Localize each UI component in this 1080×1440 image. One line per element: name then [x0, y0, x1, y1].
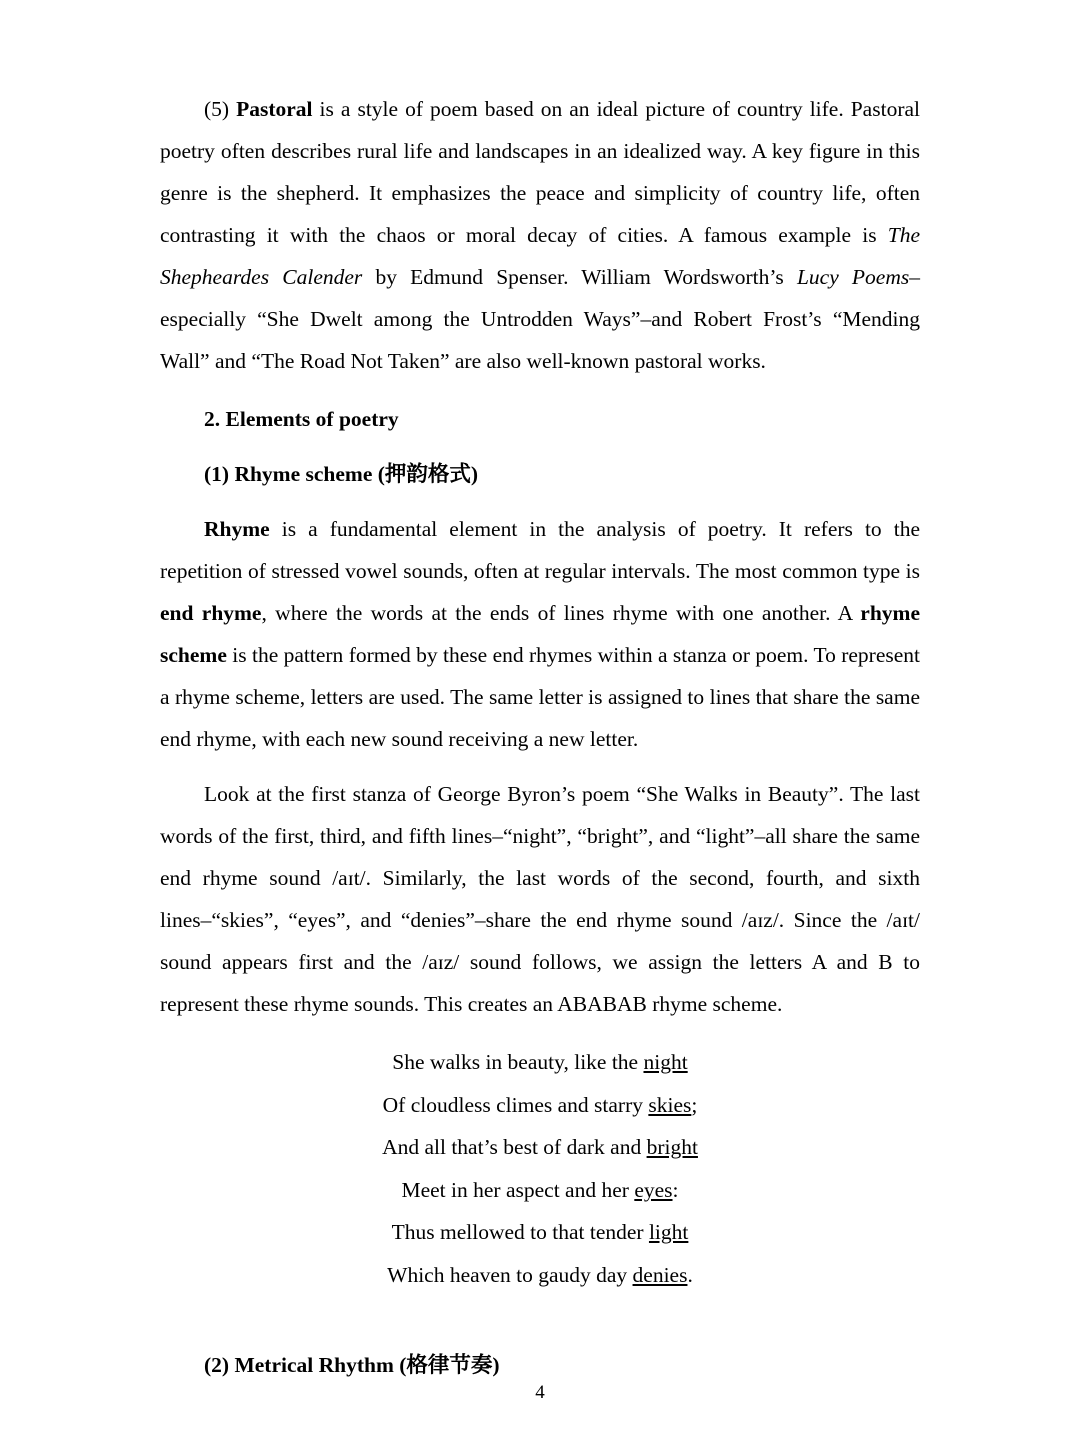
poem-she-walks-in-beauty: [160, 1041, 920, 1296]
poem-line: [160, 1169, 920, 1212]
poem-line: [160, 1254, 920, 1297]
poem-line-text: Meet in her aspect and her: [401, 1177, 635, 1202]
poem-line-punct: .: [687, 1262, 693, 1287]
page-number: 4: [535, 1382, 545, 1403]
poem-line-text: Thus mellowed to that tender: [391, 1220, 649, 1244]
term-rhyme-scheme: rhyme scheme: [160, 601, 920, 667]
poem-rhyme-word: bright: [646, 1135, 698, 1159]
poem-line: [160, 1126, 920, 1169]
term-rhyme: Rhyme: [204, 517, 270, 541]
poem-line: [160, 1084, 920, 1127]
poem-line-text: She walks in beauty, like the: [392, 1050, 644, 1074]
poem-line-punct: ;: [691, 1092, 698, 1117]
paragraph-rhyme-definition: [160, 508, 920, 760]
poem-rhyme-word: eyes: [634, 1177, 673, 1202]
poem-line: [160, 1211, 920, 1254]
heading-metrical-rhythm: (2) Metrical Rhythm (格律节奏): [204, 1353, 500, 1377]
term-end-rhyme: end rhyme: [160, 601, 262, 625]
poem-line-text: Which heaven to gaudy day: [387, 1262, 633, 1287]
rhyme-run-1: is a fundamental element in the analysis of poetry. It refers to the repetition of stressed vowel sounds, often at regular intervals. The most common type is: [160, 517, 920, 583]
poem-line-text: Of cloudless climes and starry: [382, 1092, 649, 1117]
heading-rhyme-scheme: (1) Rhyme scheme (押韵格式): [204, 462, 479, 486]
title-shepheardes-calender: The Shepheardes Calender: [160, 223, 920, 289]
pastoral-run-6: –especially “She Dwelt among the Untrodden Ways”–and Robert Frost’s “Mending Wall” and “The Road Not Taken” are also well-known pastoral works.: [160, 265, 920, 373]
poem-rhyme-word: denies: [632, 1262, 688, 1287]
rhyme-run-5: is the pattern formed by these end rhymes within a stanza or poem. To represent a rhyme scheme, letters are used. The same letter is assigned to lines that share the same end rhyme, with each new sound receiving a new letter.: [160, 643, 920, 751]
pastoral-run-0: (5): [204, 97, 237, 121]
paragraph-byron-analysis: Look at the first stanza of George Byron’s poem “She Walks in Beauty”. The last words of the first, third, and fifth lines–“night”, “bright”, and “light”–all share the same end rhyme sound /aɪt/. Similarly, the last words of the second, fourth, and sixth lines–“skies”, “eyes”, and “denies”–share the end rhyme sound /aɪz/. Since the /aɪt/ sound appears first and the /aɪz/ sound follows, we assign the letters A and B to represent these rhyme sounds. This creates an ABABAB rhyme scheme.: [160, 782, 920, 1016]
poem-rhyme-word: light: [648, 1220, 689, 1244]
poem-line-punct: :: [672, 1177, 679, 1202]
title-lucy-poems: Lucy Poems: [796, 265, 910, 289]
heading-elements-of-poetry: 2. Elements of poetry: [204, 407, 399, 431]
rhyme-run-3: , where the words at the ends of lines rhyme with one another. A: [261, 601, 861, 625]
poem-line-text: And all that’s best of dark and: [382, 1135, 647, 1159]
poem-rhyme-word: night: [643, 1050, 688, 1074]
poem-rhyme-word: skies: [648, 1092, 692, 1117]
pastoral-run-4: by Edmund Spenser. William Wordsworth’s: [362, 265, 797, 289]
pastoral-run-2: is a style of poem based on an ideal picture of country life. Pastoral poetry often describes rural life and landscapes in an idealized way. A key figure in this genre is the shepherd. It emphasizes the peace and simplicity of country life, often contrasting it with the chaos or moral decay of cities. A famous example is: [160, 97, 920, 247]
paragraph-pastoral: [160, 88, 920, 382]
pastoral-term: Pastoral: [236, 97, 313, 121]
poem-line: [160, 1041, 920, 1084]
